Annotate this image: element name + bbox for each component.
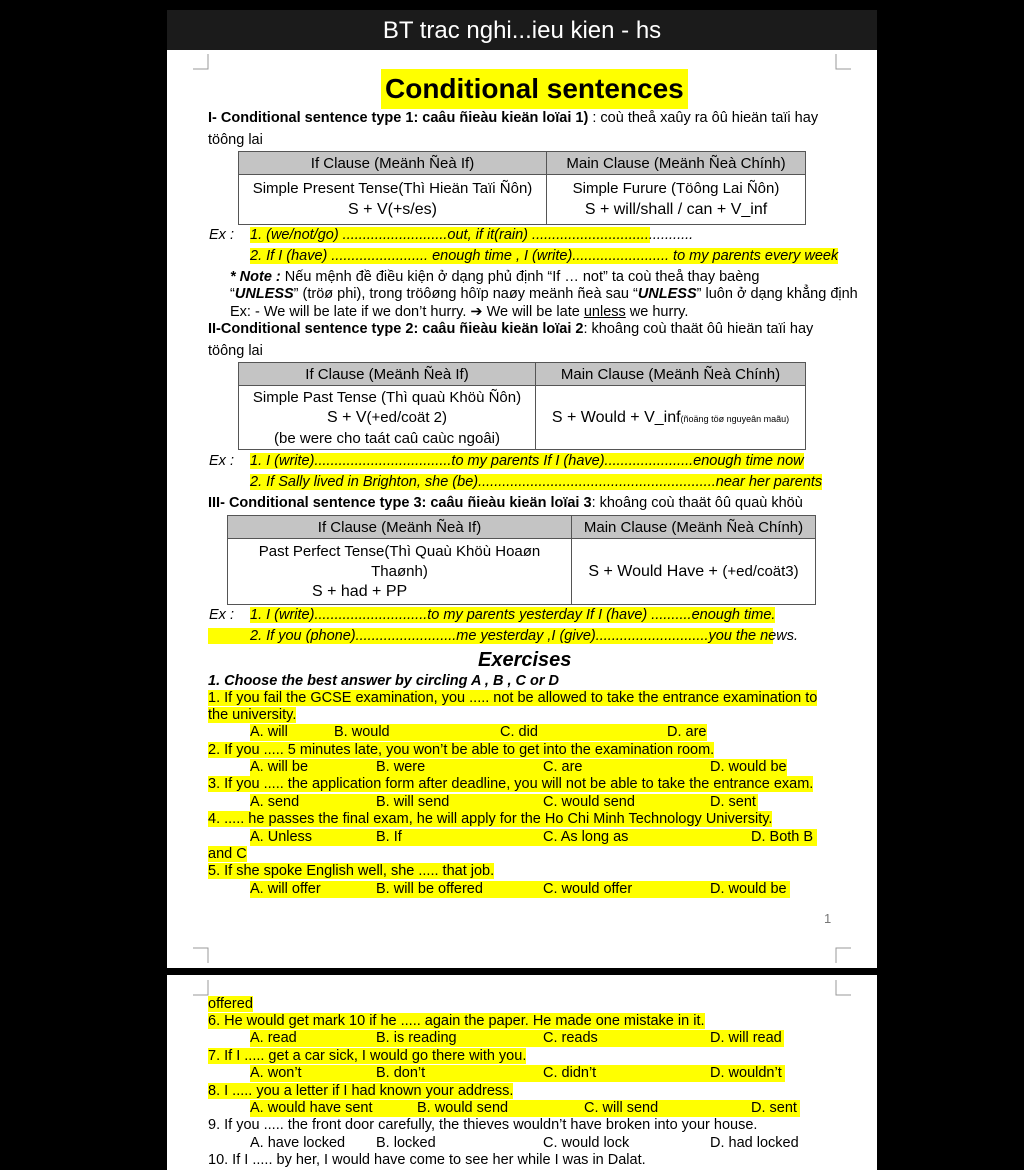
- answer-option[interactable]: D. had locked: [710, 1135, 799, 1151]
- type2-heading-line2: töông lai: [208, 343, 263, 359]
- exercise-instruction: 1. Choose the best answer by circling A , B , C or D: [208, 673, 560, 689]
- question-text: 9. If you ..... the front door carefully, the thieves wouldn’t have broken into your house.: [208, 1117, 758, 1133]
- table-header: If Clause (Meänh Ñeà If): [228, 516, 572, 539]
- answer-option[interactable]: A. will be: [250, 759, 309, 775]
- answer-option[interactable]: C. would offer: [543, 881, 633, 897]
- answer-option[interactable]: A. would have sent: [250, 1100, 373, 1116]
- question-text: 8. I ..... you a letter if I had known your address.: [208, 1083, 514, 1099]
- page-number: 1: [824, 911, 832, 926]
- note-example: Ex: - We will be late if we don’t hurry. ➔ We will be late unless we hurry.: [230, 304, 689, 320]
- answer-option[interactable]: D. sent: [751, 1100, 797, 1116]
- document-page-2[interactable]: [167, 975, 877, 1170]
- answer-option[interactable]: B. will send: [376, 794, 450, 810]
- answer-option[interactable]: A. read: [250, 1030, 297, 1046]
- answer-option[interactable]: C. As long as: [543, 829, 629, 845]
- crop-mark-icon: [193, 947, 209, 963]
- answer-option[interactable]: C. will send: [584, 1100, 659, 1116]
- table-cell: Simple Past Tense (Thì quaù Khöù Ñôn) S + V(+ed/coät 2) (be were cho taát caû caùc ngoâi): [239, 386, 536, 450]
- answer-options: [250, 1030, 784, 1047]
- type1-table: [238, 151, 806, 225]
- question-text: the university.: [208, 707, 297, 723]
- answer-options: [250, 759, 787, 776]
- question-text: 7. If I ..... get a car sick, I would go there with you.: [208, 1048, 527, 1064]
- document-title: BT trac nghi...ieu kien - hs: [382, 17, 662, 44]
- question-text: and C: [208, 846, 247, 862]
- answer-option[interactable]: C. would send: [543, 794, 635, 810]
- crop-mark-icon: [193, 980, 209, 996]
- answer-option[interactable]: D. Both B: [751, 829, 814, 845]
- answer-option[interactable]: C. did: [500, 724, 538, 740]
- document-title-bar: [167, 10, 877, 50]
- table-header: If Clause (Meänh Ñeà If): [239, 152, 547, 175]
- answer-option[interactable]: B. locked: [376, 1135, 436, 1151]
- table-cell: Simple Present Tense(Thì Hieän Taïi Ñôn) S + V(+s/es): [239, 175, 547, 225]
- question-text: 2. If you ..... 5 minutes late, you won’t be able to get into the examination room.: [208, 742, 715, 758]
- answer-option[interactable]: B. don’t: [376, 1065, 426, 1081]
- answer-option[interactable]: B. would send: [417, 1100, 509, 1116]
- answer-options: [250, 794, 758, 811]
- answer-option[interactable]: D. would be: [710, 759, 787, 775]
- answer-option[interactable]: C. would lock: [543, 1135, 630, 1151]
- crop-mark-icon: [835, 54, 851, 70]
- example-line: 1. I (write)..................................to my parents If I (have)......................enough time now: [250, 453, 804, 469]
- answer-options: [250, 1135, 810, 1152]
- question-text: 3. If you ..... the application form after deadline, you will not be able to take the entrance exam.: [208, 776, 814, 792]
- type2-table: [238, 362, 806, 450]
- crop-mark-icon: [835, 947, 851, 963]
- answer-options: [250, 724, 707, 741]
- answer-option[interactable]: D. would be: [710, 881, 787, 897]
- crop-mark-icon: [835, 980, 851, 996]
- question-text: 6. He would get mark 10 if he ..... again the paper. He made one mistake in it.: [208, 1013, 705, 1029]
- answer-option[interactable]: A. Unless: [250, 829, 313, 845]
- page-title: Conditional sentences: [381, 69, 688, 109]
- note-line: * Note : Nếu mệnh đề điều kiện ở dạng phủ định “If … not” ta coù theå thay baèng: [230, 269, 760, 285]
- table-header: Main Clause (Meänh Ñeà Chính): [536, 363, 806, 386]
- example-label: Ex :: [209, 227, 234, 243]
- answer-option[interactable]: A. have locked: [250, 1135, 346, 1151]
- answer-option[interactable]: B. If: [376, 829, 402, 845]
- example-line: 1. (we/not/go) ..........................out, if it(rain) ........................................: [250, 227, 694, 243]
- answer-option[interactable]: C. are: [543, 759, 583, 775]
- table-cell: S + Would + V_inf(ñoäng töø nguyeân maãu): [536, 386, 806, 450]
- answer-options: [250, 1065, 785, 1082]
- exercises-title: Exercises: [478, 649, 572, 671]
- answer-option[interactable]: A. will offer: [250, 881, 321, 897]
- answer-options: [250, 881, 790, 898]
- crop-mark-icon: [193, 54, 209, 70]
- answer-option[interactable]: B. would: [334, 724, 390, 740]
- answer-option[interactable]: A. send: [250, 794, 300, 810]
- question-text: 5. If she spoke English well, she ..... that job.: [208, 863, 495, 879]
- answer-option[interactable]: D. will read: [710, 1030, 782, 1046]
- question-text: 4. ..... he passes the final exam, he will apply for the Ho Chi Minh Technology University.: [208, 811, 773, 827]
- answer-option[interactable]: B. were: [376, 759, 426, 775]
- question-text: offered: [208, 996, 253, 1012]
- answer-options: [250, 1100, 800, 1117]
- answer-option[interactable]: A. will: [250, 724, 288, 740]
- table-cell: Simple Furure (Töông Lai Ñôn) S + will/shall / can + V_inf: [547, 175, 806, 225]
- table-header: If Clause (Meänh Ñeà If): [239, 363, 536, 386]
- example-line: 2. If I (have) ........................ enough time , I (write)........................ to my parents every week: [250, 248, 839, 264]
- table-header: Main Clause (Meänh Ñeà Chính): [547, 152, 806, 175]
- answer-option[interactable]: C. reads: [543, 1030, 598, 1046]
- question-text: 10. If I ..... by her, I would have come to see her while I was in Dalat.: [208, 1152, 646, 1168]
- example-line: 2. If you (phone).........................me yesterday ,I (give)............................you the news.: [208, 628, 773, 644]
- type3-heading: III- Conditional sentence type 3: caâu ñieàu kieän loïai 3: khoâng coù thaät ôû quaù khöù: [208, 495, 803, 511]
- type1-heading: I- Conditional sentence type 1: caâu ñieàu kieän loïai 1) : coù theå xaûy ra ôû hieän taïi hay: [208, 110, 819, 126]
- example-label: Ex :: [209, 453, 234, 469]
- table-header: Main Clause (Meänh Ñeà Chính): [572, 516, 816, 539]
- example-line: 2. If Sally lived in Brighton, she (be)...........................................................near her parents: [250, 474, 823, 490]
- document-page-1[interactable]: [167, 50, 877, 968]
- answer-option[interactable]: C. didn’t: [543, 1065, 597, 1081]
- answer-option[interactable]: D. wouldn’t: [710, 1065, 782, 1081]
- type3-table: [227, 515, 816, 605]
- type1-heading-line2: töông lai: [208, 132, 263, 148]
- table-cell: Past Perfect Tense(Thì Quaù Khöù Hoaøn Thaønh) S + had + PP: [228, 539, 572, 605]
- answer-options: [250, 829, 817, 846]
- question-text: 1. If you fail the GCSE examination, you ..... not be allowed to take the entrance examination to: [208, 690, 818, 706]
- table-cell: S + Would Have + (+ed/coät3): [572, 539, 816, 605]
- answer-option[interactable]: B. is reading: [376, 1030, 457, 1046]
- answer-option[interactable]: D. sent: [710, 794, 756, 810]
- type2-heading: II-Conditional sentence type 2: caâu ñieàu kieän loïai 2: khoâng coù thaät ôû hieän taïi hay: [208, 321, 814, 337]
- answer-option[interactable]: D. are: [667, 724, 707, 740]
- answer-option[interactable]: B. will be offered: [376, 881, 483, 897]
- answer-option[interactable]: A. won’t: [250, 1065, 302, 1081]
- note-line: “UNLESS” (tröø phi), trong tröôøng hôïp naøy meänh ñeà sau “UNLESS” luôn ở dạng khẳng định: [230, 286, 858, 302]
- example-line: 1. I (write)............................to my parents yesterday If I (have) ..........enough time.: [250, 607, 776, 623]
- example-label: Ex :: [209, 607, 234, 623]
